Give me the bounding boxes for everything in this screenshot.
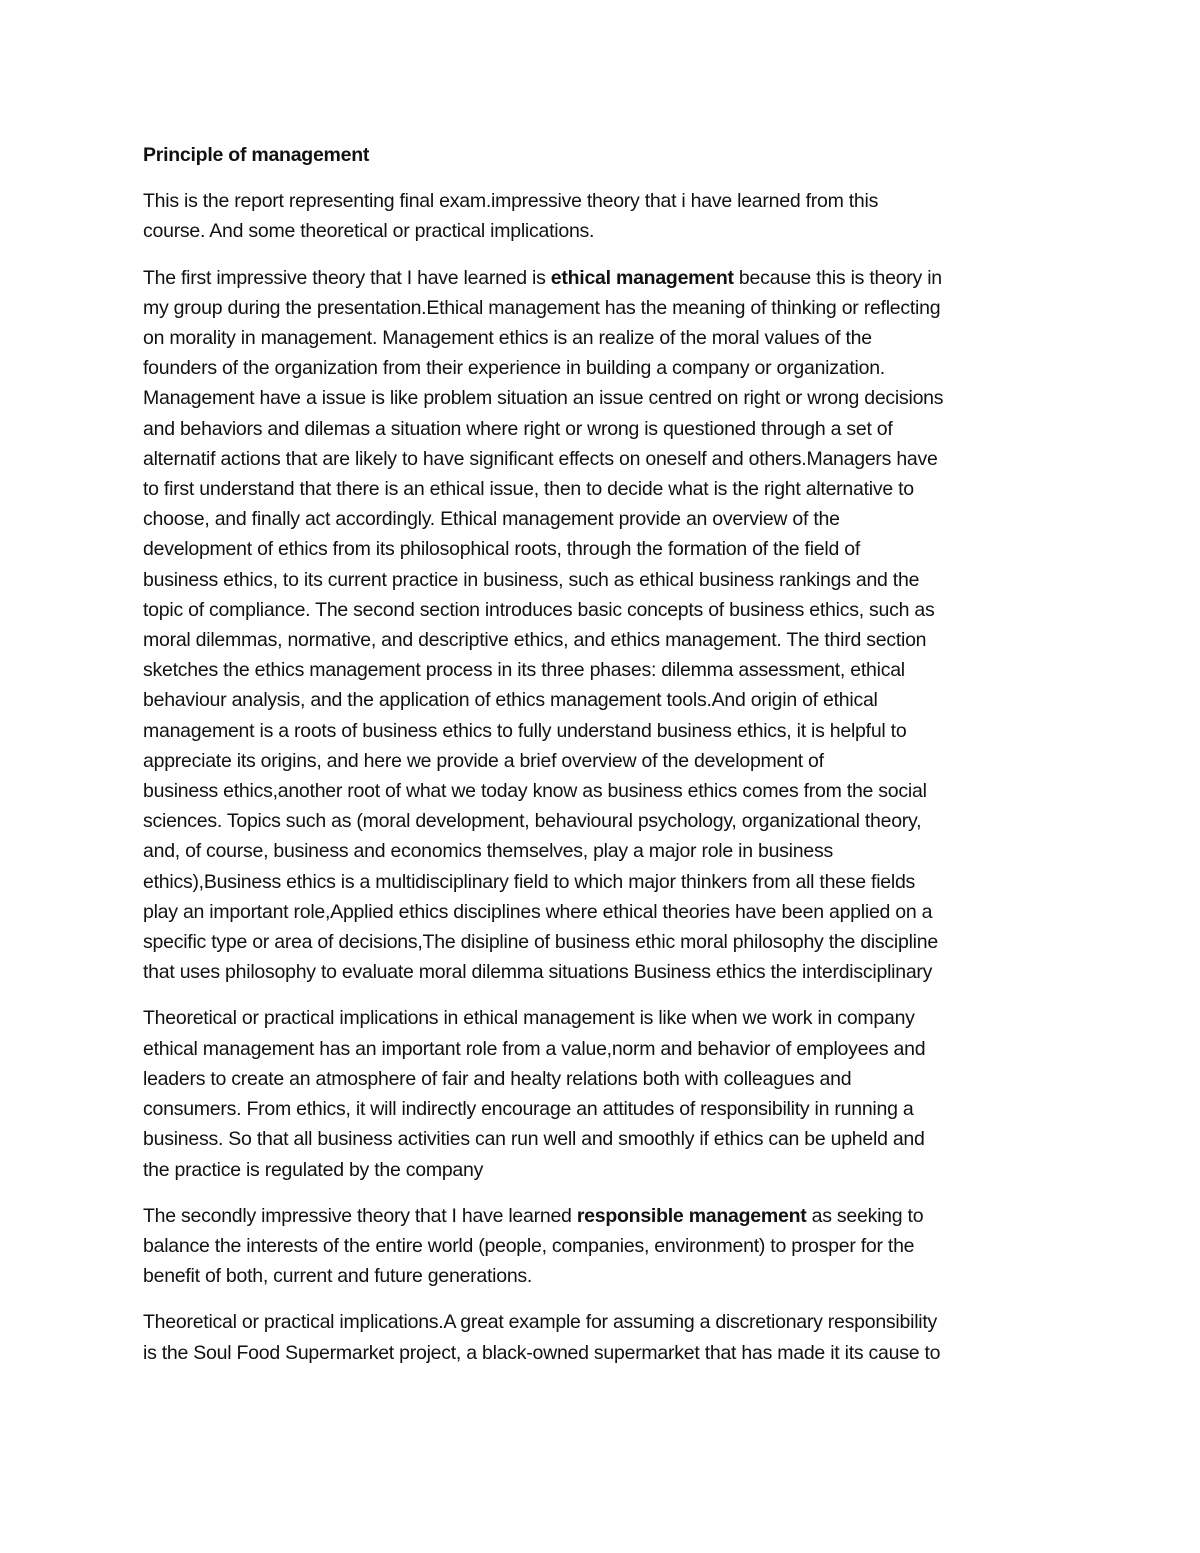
text-line: ethics),Business ethics is a multidisciplinary field to which major thinkers from all these fields [143, 870, 916, 893]
text-line: balance the interests of the entire world (people, companies, environment) to prosper for the [143, 1234, 915, 1257]
paragraph-responsible-implications [143, 1307, 1068, 1367]
text-line: business. So that all business activities can run well and smoothly if ethics can be upheld and [143, 1128, 925, 1151]
text-line: consumers. From ethics, it will indirectly encourage an attitudes of responsibility in running a [143, 1098, 914, 1121]
text-line: the practice is regulated by the company [143, 1158, 484, 1181]
bold-term-ethical-management: ethical management [550, 266, 734, 289]
text-line [143, 263, 1068, 293]
paragraph-intro [143, 186, 1068, 246]
text-line: management is a roots of business ethics to fully understand business ethics, it is helpful to [143, 719, 907, 742]
text-line: moral dilemmas, normative, and descriptive ethics, and ethics management. The third section [143, 629, 927, 652]
text-line: Theoretical or practical implications.A great example for assuming a discretionary responsibility [143, 1311, 938, 1334]
document-page [143, 140, 1068, 1384]
text-line: sketches the ethics management process in its three phases: dilemma assessment, ethical [143, 659, 905, 682]
text-line: behaviour analysis, and the application of ethics management tools.And origin of ethical [143, 689, 878, 712]
text-line: alternatif actions that are likely to have significant effects on oneself and others.Managers have [143, 447, 938, 470]
text-line: and, of course, business and economics themselves, play a major role in business [143, 840, 833, 863]
text-line: development of ethics from its philosophical roots, through the formation of the field of [143, 538, 860, 561]
text-line: appreciate its origins, and here we provide a brief overview of the development of [143, 749, 824, 772]
text-line: choose, and finally act accordingly. Ethical management provide an overview of the [143, 508, 840, 531]
text-line: topic of compliance. The second section introduces basic concepts of business ethics, such as [143, 598, 935, 621]
text-line: sciences. Topics such as (moral development, behavioural psychology, organizational theory, [143, 810, 922, 833]
bold-term-responsible-management: responsible management [576, 1204, 807, 1227]
text-line: Management have a issue is like problem situation an issue centred on right or wrong decisions [143, 387, 944, 410]
text-line: ethical management has an important role from a value,norm and behavior of employees and [143, 1037, 926, 1060]
text-line: play an important role,Applied ethics disciplines where ethical theories have been applied on a [143, 900, 933, 923]
text-line: business ethics, to its current practice in business, such as ethical business rankings and the [143, 568, 920, 591]
text-run: because this is theory in [733, 266, 942, 289]
text-line: business ethics,another root of what we today know as business ethics comes from the social [143, 780, 927, 803]
text-line: to first understand that there is an ethical issue, then to decide what is the right alternative to [143, 478, 914, 501]
text-line: course. And some theoretical or practical implications. [143, 220, 595, 243]
text-line: that uses philosophy to evaluate moral dilemma situations Business ethics the interdisciplinary [143, 961, 933, 984]
text-line: my group during the presentation.Ethical management has the meaning of thinking or reflecting [143, 296, 941, 319]
paragraph-ethical-implications [143, 1003, 1068, 1184]
text-run: The first impressive theory that I have learned is [143, 266, 551, 289]
paragraph-responsible-management [143, 1201, 1068, 1292]
text-line: and behaviors and dilemas a situation where right or wrong is questioned through a set of [143, 417, 893, 440]
text-line: This is the report representing final exam.impressive theory that i have learned from this [143, 190, 879, 213]
text-run: The secondly impressive theory that I have learned [143, 1204, 577, 1227]
text-line: leaders to create an atmosphere of fair and healty relations both with colleagues and [143, 1067, 852, 1090]
document-title: Principle of management [143, 144, 370, 166]
text-line: on morality in management. Management ethics is an realize of the moral values of the [143, 327, 872, 350]
text-line: Theoretical or practical implications in ethical management is like when we work in company [143, 1007, 915, 1030]
text-line: benefit of both, current and future generations. [143, 1265, 533, 1288]
text-line: specific type or area of decisions,The disipline of business ethic moral philosophy the discipline [143, 931, 938, 954]
paragraph-ethical-management [143, 263, 1068, 988]
text-line: is the Soul Food Supermarket project, a black-owned supermarket that has made it its cause to [143, 1341, 941, 1364]
text-line: founders of the organization from their experience in building a company or organization. [143, 357, 885, 380]
text-line [143, 1201, 1068, 1231]
text-run: as seeking to [806, 1204, 924, 1227]
